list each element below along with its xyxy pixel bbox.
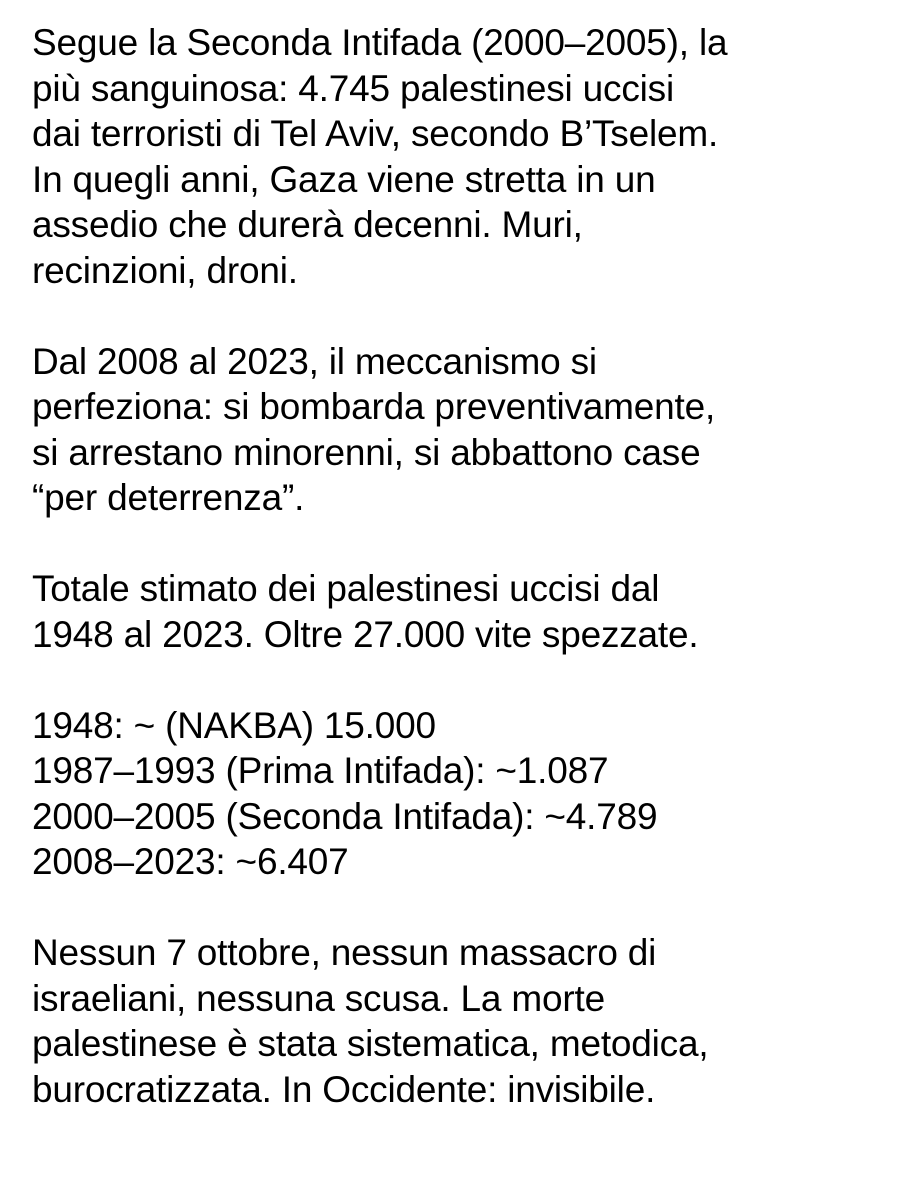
list-item: 2008–2023: ~6.407 (32, 841, 349, 882)
list-item: 1948: ~ (NAKBA) 15.000 (32, 704, 436, 746)
paragraph-2008-2023 (32, 339, 877, 521)
text-line: recinzioni, droni. (32, 249, 298, 291)
text-line: assedio che durerà decenni. Muri, (32, 204, 583, 245)
text-line: si arrestano minorenni, si abbattono case (32, 431, 701, 473)
text-line: “per deterrenza”. (32, 477, 305, 518)
paragraph-second-intifada (32, 20, 877, 293)
text-line: perfeziona: si bombarda preventivamente, (32, 386, 716, 427)
list-item: 1987–1993 (Prima Intifada): ~1.087 (32, 750, 609, 791)
text-line: Nessun 7 ottobre, nessun massacro di (32, 932, 657, 973)
text-line: Segue la Seconda Intifada (2000–2005), la (32, 22, 728, 63)
list-item: 2000–2005 (Seconda Intifada): ~4.789 (32, 795, 658, 837)
text-line: palestinese è stata sistematica, metodica, (32, 1023, 709, 1064)
text-line: In quegli anni, Gaza viene stretta in un (32, 158, 656, 200)
text-line: israeliani, nessuna scusa. La morte (32, 977, 605, 1019)
text-line: Dal 2008 al 2023, il meccanismo si (32, 340, 597, 382)
paragraph-conclusion (32, 930, 877, 1112)
text-line: più sanguinosa: 4.745 palestinesi uccisi (32, 67, 674, 109)
text-line: dai terroristi di Tel Aviv, secondo B’Tselem. (32, 113, 719, 154)
text-line: Totale stimato dei palestinesi uccisi dal (32, 568, 660, 609)
text-line: 1948 al 2023. Oltre 27.000 vite spezzate. (32, 613, 699, 655)
paragraph-figures-list (32, 703, 877, 885)
text-line: burocratizzata. In Occidente: invisibile. (32, 1068, 656, 1110)
paragraph-total-estimate (32, 566, 877, 657)
